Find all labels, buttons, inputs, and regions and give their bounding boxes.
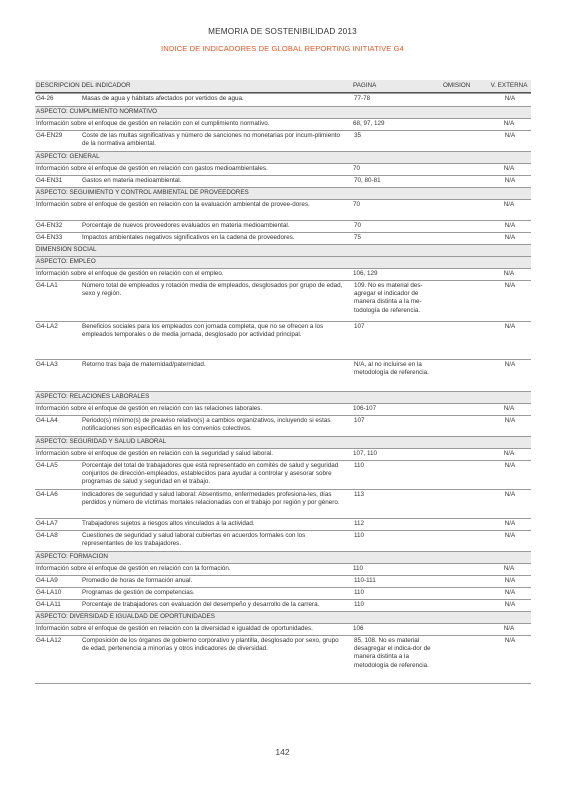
page-reference: 68, 97, 129 [353,120,385,127]
external-verification: N/A [504,323,516,330]
indicator-description: Número total de empleados y rotación media de empleados, desglosados por grupo de edad, sexo y región. [82,282,343,298]
external-verification: N/A [504,234,516,241]
gri-index-table [35,80,531,684]
page-reference: 70, 80-81 [354,177,381,184]
omission-cell [444,222,488,230]
page-reference: 106 [353,625,364,632]
omission-cell [444,417,488,434]
external-verification: N/A [504,282,516,289]
external-verification: N/A [503,565,515,572]
indicator-row [35,587,531,599]
indicator-row [35,415,531,436]
indicator-description: Impactos ambientales negativos significativos en la cadena de proveedores. [82,234,295,241]
indicator-code: G4-LA10 [36,589,62,596]
omission-cell [444,589,488,597]
indicator-code: G4-LA9 [36,577,58,584]
external-verification: N/A [504,222,516,229]
indicator-description: Trabajadores sujetos a riesgos altos vinculados a la actividad. [82,520,255,527]
external-verification: N/A [504,637,516,644]
table-header-row [35,80,531,93]
indicator-code: G4-LA11 [36,601,61,608]
section-heading-row [35,244,531,256]
external-verification: N/A [503,270,515,277]
omission-cell [444,491,488,516]
page-reference: 85, 108. No es material desagregar el indica-dor de manera distinta a la metodología de referencia. [354,637,431,669]
management-approach-row [35,199,531,220]
indicator-description: Información sobre el enfoque de gestión en relación con el empleo. [36,270,224,277]
external-verification: N/A [504,520,516,527]
management-approach-row [35,403,531,415]
page-reference: 70 [353,165,361,172]
section-heading-row [35,611,531,623]
omission-cell [444,323,488,357]
indicator-code: G4-26 [36,95,54,102]
indicator-description: Información sobre el enfoque de gestión en relación con la diversidad e igualdad de oportunidades. [36,625,313,632]
indicator-description: Programas de gestión de competencias. [82,589,195,596]
indicator-description: Información sobre el enfoque de gestión en relación con el cumplimiento normativo. [36,120,270,127]
indicator-description: Promedio de horas de formación anual. [82,577,193,584]
column-header-description: DESCRIPCION DEL INDICADOR [36,82,131,89]
indicator-code: G4-EN33 [36,234,63,241]
external-verification: N/A [504,462,516,469]
page-reference: 112 [354,520,365,527]
section-heading-row [35,106,531,118]
external-verification: N/A [504,601,516,608]
external-verification: N/A [504,577,516,584]
page-reference: 107, 110 [353,450,378,457]
indicator-code: G4-EN31 [36,177,63,184]
indicator-code: G4-LA12 [36,637,62,644]
section-heading: ASPECTO: CUMPLIMIENTO NORMATIVO [36,108,158,115]
external-verification: N/A [504,491,516,498]
page-reference: 35 [354,132,362,139]
indicator-description: Porcentaje de nuevos proveedores evaluados en materia medioambiental. [82,222,290,229]
column-header-page: PAGINA [353,82,377,89]
page-reference: 75 [354,234,362,241]
section-heading-row [35,256,531,268]
indicator-description: Coste de las multas significativas y número de sanciones no monetarias por incum-plimiento de la normativa ambiental. [82,132,340,148]
external-verification: N/A [503,201,515,208]
indicator-description: Cuestiones de seguridad y salud laboral cubiertas en acuerdos formales con los representantes de los trabajadores. [82,532,306,548]
section-heading-row [35,187,531,199]
indicator-code: G4-LA8 [36,532,58,539]
indicator-code: G4-EN32 [36,222,63,229]
indicator-code: G4-LA5 [36,462,58,469]
page-reference: 110 [354,462,365,469]
omission-cell [444,177,488,185]
indicator-code: G4-LA4 [36,417,58,424]
omission-cell [444,234,488,242]
indicator-row [35,280,531,321]
omission-cell [444,282,488,319]
omission-cell [443,201,487,218]
section-heading: ASPECTO: FORMACION [36,553,108,560]
indicator-description: Masas de agua y hábitats afectados por vertidos de agua. [82,95,244,102]
page-reference: 106, 129 [353,270,378,277]
omission-cell [443,450,487,458]
omission-cell [444,637,488,681]
management-approach-row [35,268,531,280]
page-reference: 110 [354,532,365,539]
management-approach-row [35,563,531,575]
omission-cell [443,405,487,413]
section-heading: ASPECTO: EMPLEO [36,258,96,265]
indicator-code: G4-LA1 [36,282,58,289]
document-title: MEMORIA DE SOSTENIBILIDAD 2013 [208,27,357,36]
page-reference: 70 [354,222,362,229]
indicator-row [35,175,531,187]
omission-cell [444,532,488,549]
page-reference: 107 [354,323,365,330]
omission-cell [444,361,488,389]
page-reference: 106-107 [353,405,377,412]
indicator-row [35,93,531,106]
indicator-row [35,575,531,587]
document-subtitle: INDICE DE INDICADORES DE GLOBAL REPORTING INITIATIVE G4 [161,44,404,53]
indicator-row [35,220,531,232]
omission-cell [444,577,488,585]
section-heading: ASPECTO: DIVERSIDAD E IGUALDAD DE OPORTUNIDADES [36,613,215,620]
indicator-description: Composición de los órganos de gobierno corporativo y plantilla, desglosado por sexo, grupo de edad, pertenencia a minorías y otros indicadores de diversidad. [82,637,339,653]
external-verification: N/A [503,450,515,457]
page-reference: 110 [354,589,365,596]
column-header-external-verification: V. EXTERNA [490,82,528,89]
page-reference: 77-78 [354,95,371,102]
management-approach-row [35,163,531,175]
external-verification: N/A [503,625,515,632]
indicator-description: Porcentaje del total de trabajadores que está representado en comités de salud y seguridad conjuntos de dirección-empleados, establecidos para ayudar a controlar y asesorar sobre programas de salud y seguridad en el trabajo. [82,462,339,486]
page-reference: 107 [354,417,365,424]
indicator-description: Información sobre el enfoque de gestión en relación con gastos medioambientales. [36,165,268,172]
page-reference: N/A, al no incluirse en la metodología de referencia. [354,361,429,377]
omission-cell [444,132,488,149]
indicator-description: Porcentaje de trabajadores con evaluación del desempeño y desarrollo de la carrera. [82,601,320,608]
page-reference: 110-111 [354,577,376,584]
indicator-row [35,489,531,518]
indicator-description: Beneficios sociales para los empleados con jornada completa, que no se ofrecen a los empleados temporales o de media jornada, desglosado por actividad principal. [82,323,324,339]
external-verification: N/A [504,132,516,139]
external-verification: N/A [504,417,516,424]
omission-cell [443,120,487,128]
management-approach-row [35,448,531,460]
indicator-description: Información sobre el enfoque de gestión en relación con las relaciones laborales. [36,405,263,412]
indicator-description: Indicadores de seguridad y salud laboral: Absentismo, enfermedades profesiona-les, días perdidos y número de víctimas mortales relacionadas con el trabajo por región y por género. [82,491,340,507]
indicator-description: Retorno tras baja de maternidad/paternidad. [82,361,206,368]
omission-cell [443,565,487,573]
omission-cell [444,462,488,487]
external-verification: N/A [503,165,515,172]
omission-cell [444,601,488,609]
column-header-omission: OMISION [443,82,471,89]
section-heading-row [35,391,531,403]
page-reference: 109. No es material des-agregar el indicador de manera distinta a la me-todología de referencia. [354,282,423,314]
external-verification: N/A [503,405,515,412]
management-approach-row [35,118,531,130]
indicator-description: Información sobre el enfoque de gestión en relación con la evaluación ambiental de provee-dores. [36,201,310,208]
page-number: 142 [275,747,290,757]
indicator-row [35,321,531,359]
indicator-row [35,599,531,611]
indicator-description: Periodo(s) mínimo(s) de preaviso relativo(s) a cambios organizativos, incluyendo si estas notificaciones son especificadas en los convenios colectivos. [82,417,331,433]
section-heading: ASPECTO: SEGURIDAD Y SALUD LABORAL [36,438,167,445]
external-verification: N/A [504,177,516,184]
indicator-code: G4-LA2 [36,323,58,330]
section-heading: DIMENSION SOCIAL [36,246,97,253]
indicator-row [35,518,531,530]
omission-cell [444,95,488,104]
indicator-description: Información sobre el enfoque de gestión en relación con la seguridad y salud laboral. [36,450,273,457]
page-reference: 110 [353,565,364,572]
external-verification: N/A [504,589,516,596]
indicator-row [35,130,531,151]
indicator-row [35,635,531,684]
indicator-row [35,359,531,391]
page-reference: 110 [354,601,365,608]
indicator-code: G4-LA3 [36,361,58,368]
management-approach-row [35,623,531,635]
omission-cell [443,625,487,633]
indicator-row [35,460,531,489]
page-reference: 113 [354,491,365,498]
indicator-row [35,530,531,551]
indicator-code: G4-LA7 [36,520,58,527]
indicator-description: Gastos en materia medioambiental. [82,177,182,184]
section-heading: ASPECTO: RELACIONES LABORALES [36,393,150,400]
page-reference: 70 [353,201,361,208]
indicator-description: Información sobre el enfoque de gestión en relación con la formación. [36,565,231,572]
section-heading-row [35,551,531,563]
table-body [35,93,531,684]
section-heading-row [35,436,531,448]
omission-cell [443,165,487,173]
indicator-code: G4-EN29 [36,132,63,139]
indicator-row [35,232,531,244]
external-verification: N/A [503,120,515,127]
external-verification: N/A [504,532,516,539]
section-heading-row [35,151,531,163]
section-heading: ASPECTO: SEGUIMIENTO Y CONTROL AMBIENTAL DE PROVEEDORES [36,189,249,196]
indicator-code: G4-LA6 [36,491,58,498]
omission-cell [444,520,488,528]
external-verification: N/A [504,361,516,368]
omission-cell [443,270,487,278]
external-verification: N/A [504,95,516,102]
section-heading: ASPECTO: GENERAL [36,153,100,160]
